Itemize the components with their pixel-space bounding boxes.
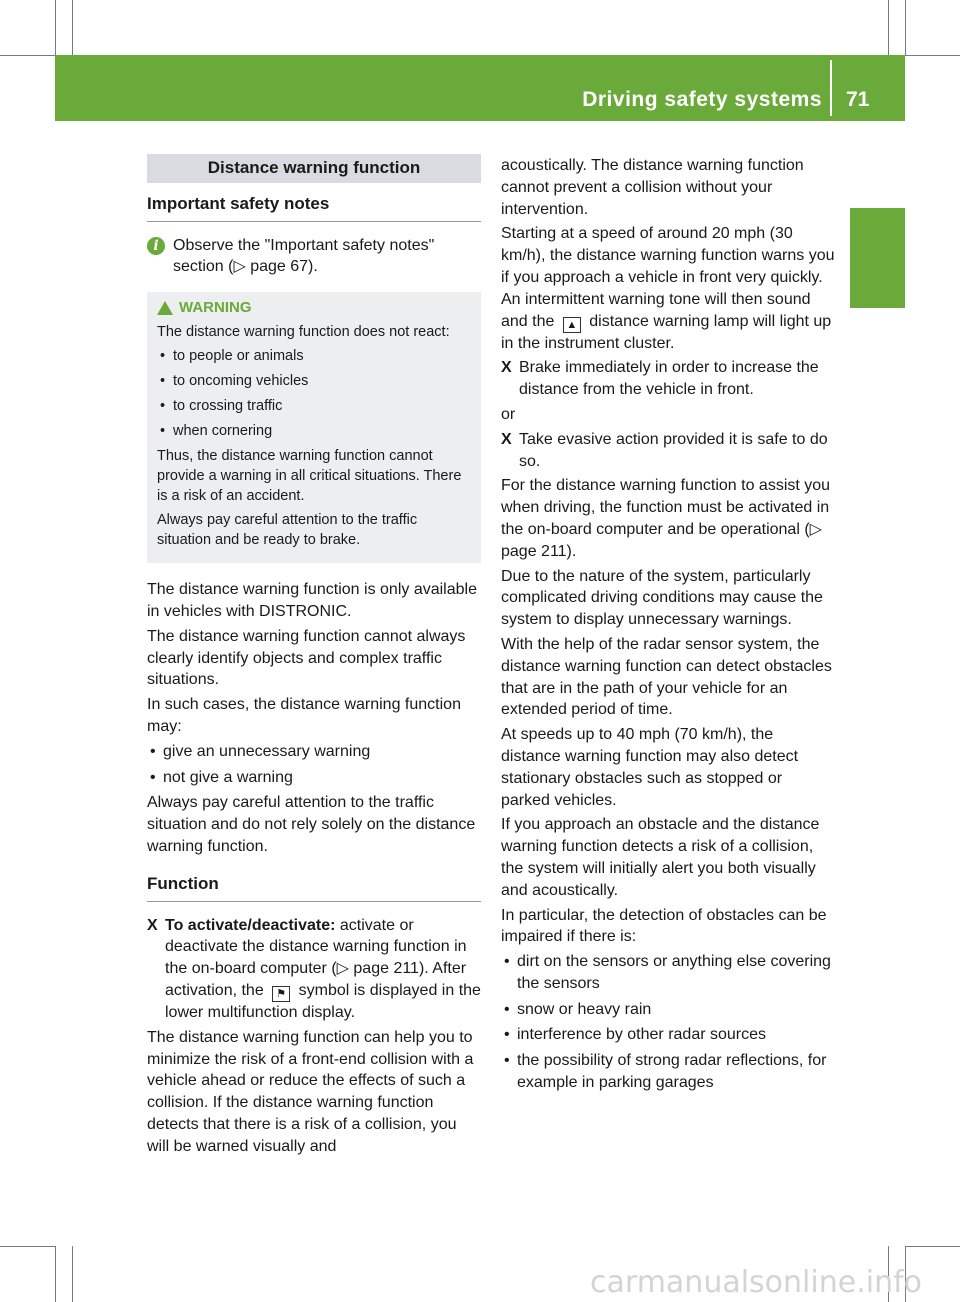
paragraph: acoustically. The distance warning function cannot prevent a collision without your intervention.: [501, 157, 804, 218]
step-text: Brake immediately in order to increase the distance from the vehicle in front.: [519, 359, 819, 399]
page-header-title: Driving safety systems: [582, 88, 822, 111]
arrow-x-icon: X: [501, 359, 512, 377]
list-item: • snow or heavy rain: [501, 999, 835, 1021]
step-text: symbol is displayed in the lower multifunction display.: [165, 981, 481, 1021]
right-column: [501, 155, 835, 1098]
info-icon: i: [147, 237, 165, 255]
paragraph: [501, 223, 835, 354]
arrow-x-icon: X: [501, 430, 512, 448]
crop-mark: [0, 55, 55, 56]
chapter-tab-label: Safety: [862, 223, 889, 296]
warning-paragraph: Thus, the distance warning function cannot provide a warning in all critical situations. There is a risk of an accident.: [157, 448, 462, 505]
list-item: • interference by other radar sources: [501, 1024, 835, 1046]
section-title: Distance warning function: [147, 154, 481, 183]
list-item: • to people or animals: [157, 346, 472, 366]
paragraph-text: Starting at a speed of around 20 mph (30 km/h), the distance warning function warns you if you approach a vehicle in front very quickly. An intermittent warning tone will then sound and the: [501, 225, 835, 330]
info-note-text: Observe the "Important safety notes" section (▷ page 67).: [173, 236, 435, 276]
paragraph: With the help of the radar sensor system, the distance warning function can detect obstacles that are in the path of your vehicle for an extended period of time.: [501, 635, 832, 719]
paragraph: For the distance warning function to assist you when driving, the function must be activated in the on-board computer and be operational (▷ page 211).: [501, 477, 831, 560]
list-item: • not give a warning: [147, 767, 481, 789]
step-item: [501, 357, 835, 401]
warning-paragraph: Always pay careful attention to the traffic situation and be ready to brake.: [157, 512, 418, 549]
warning-label: WARNING: [179, 299, 252, 317]
paragraph: The distance warning function can help you to minimize the risk of a front-end collision with a vehicle ahead or reduce the effects of such a collision. If the distance warning function detects that there is a risk of a collision, you will be warned visually and: [147, 1028, 474, 1155]
step-text: activate or deactivate the distance warning function in the on-board computer (▷ page 211). After activation, the: [165, 916, 467, 999]
paragraph: Always pay careful attention to the traffic situation and do not rely solely on the distance warning function.: [147, 794, 476, 855]
crop-mark: [55, 0, 56, 55]
warning-triangle-icon: [157, 301, 173, 315]
paragraph: If you approach an obstacle and the distance warning function detects a risk of a collision, the system will initially alert you both visually and acoustically.: [501, 816, 820, 899]
list-item: • give an unnecessary warning: [147, 741, 481, 763]
paragraph: Due to the nature of the system, particularly complicated driving conditions may cause the system to display unnecessary warnings.: [501, 567, 823, 629]
paragraph-text: distance warning lamp will light up in the instrument cluster.: [501, 312, 832, 352]
crop-mark: [0, 1246, 55, 1247]
warning-header: [157, 298, 472, 318]
crop-mark: [72, 0, 73, 55]
page-number: 71: [846, 88, 870, 111]
step-item: [147, 915, 481, 1024]
paragraph: The distance warning function cannot always clearly identify objects and complex traffic situations.: [147, 627, 466, 689]
crop-mark: [905, 1246, 960, 1247]
step-item: [501, 429, 835, 473]
subheading-function: Function: [147, 873, 481, 902]
subheading-safety-notes: Important safety notes: [147, 193, 481, 222]
info-note: [147, 235, 481, 279]
distance-warning-lamp-icon: ▲: [563, 317, 581, 333]
crop-mark: [55, 1246, 56, 1302]
crop-mark: [905, 55, 960, 56]
paragraph: In particular, the detection of obstacles can be impaired if there is:: [501, 906, 827, 946]
header-separator: [830, 60, 832, 116]
crop-mark: [888, 0, 889, 55]
watermark: carmanualsonline.info: [590, 1265, 922, 1300]
list-item: • dirt on the sensors or anything else covering the sensors: [501, 951, 835, 995]
list-item: • to oncoming vehicles: [157, 371, 472, 391]
paragraph: At speeds up to 40 mph (70 km/h), the distance warning function may also detect stationary obstacles such as stopped or parked vehicles.: [501, 726, 799, 809]
list-item: • to crossing traffic: [157, 396, 472, 416]
crop-mark: [905, 0, 906, 55]
paragraph: or: [501, 405, 516, 423]
paragraph: In such cases, the distance warning function may:: [147, 696, 461, 735]
list-item: • the possibility of strong radar reflections, for example in parking garages: [501, 1050, 835, 1094]
left-column: [147, 154, 481, 1161]
arrow-x-icon: X: [147, 916, 158, 934]
step-text: Take evasive action provided it is safe to do so.: [519, 430, 828, 470]
paragraph: The distance warning function is only available in vehicles with DISTRONIC.: [147, 581, 477, 620]
warning-intro: The distance warning function does not react:: [157, 324, 450, 341]
crop-mark: [72, 1246, 73, 1302]
distance-warning-symbol-icon: ⚑: [272, 986, 290, 1002]
warning-box: [147, 292, 481, 563]
list-item: • when cornering: [157, 421, 472, 441]
step-bold: To activate/deactivate:: [165, 916, 336, 934]
